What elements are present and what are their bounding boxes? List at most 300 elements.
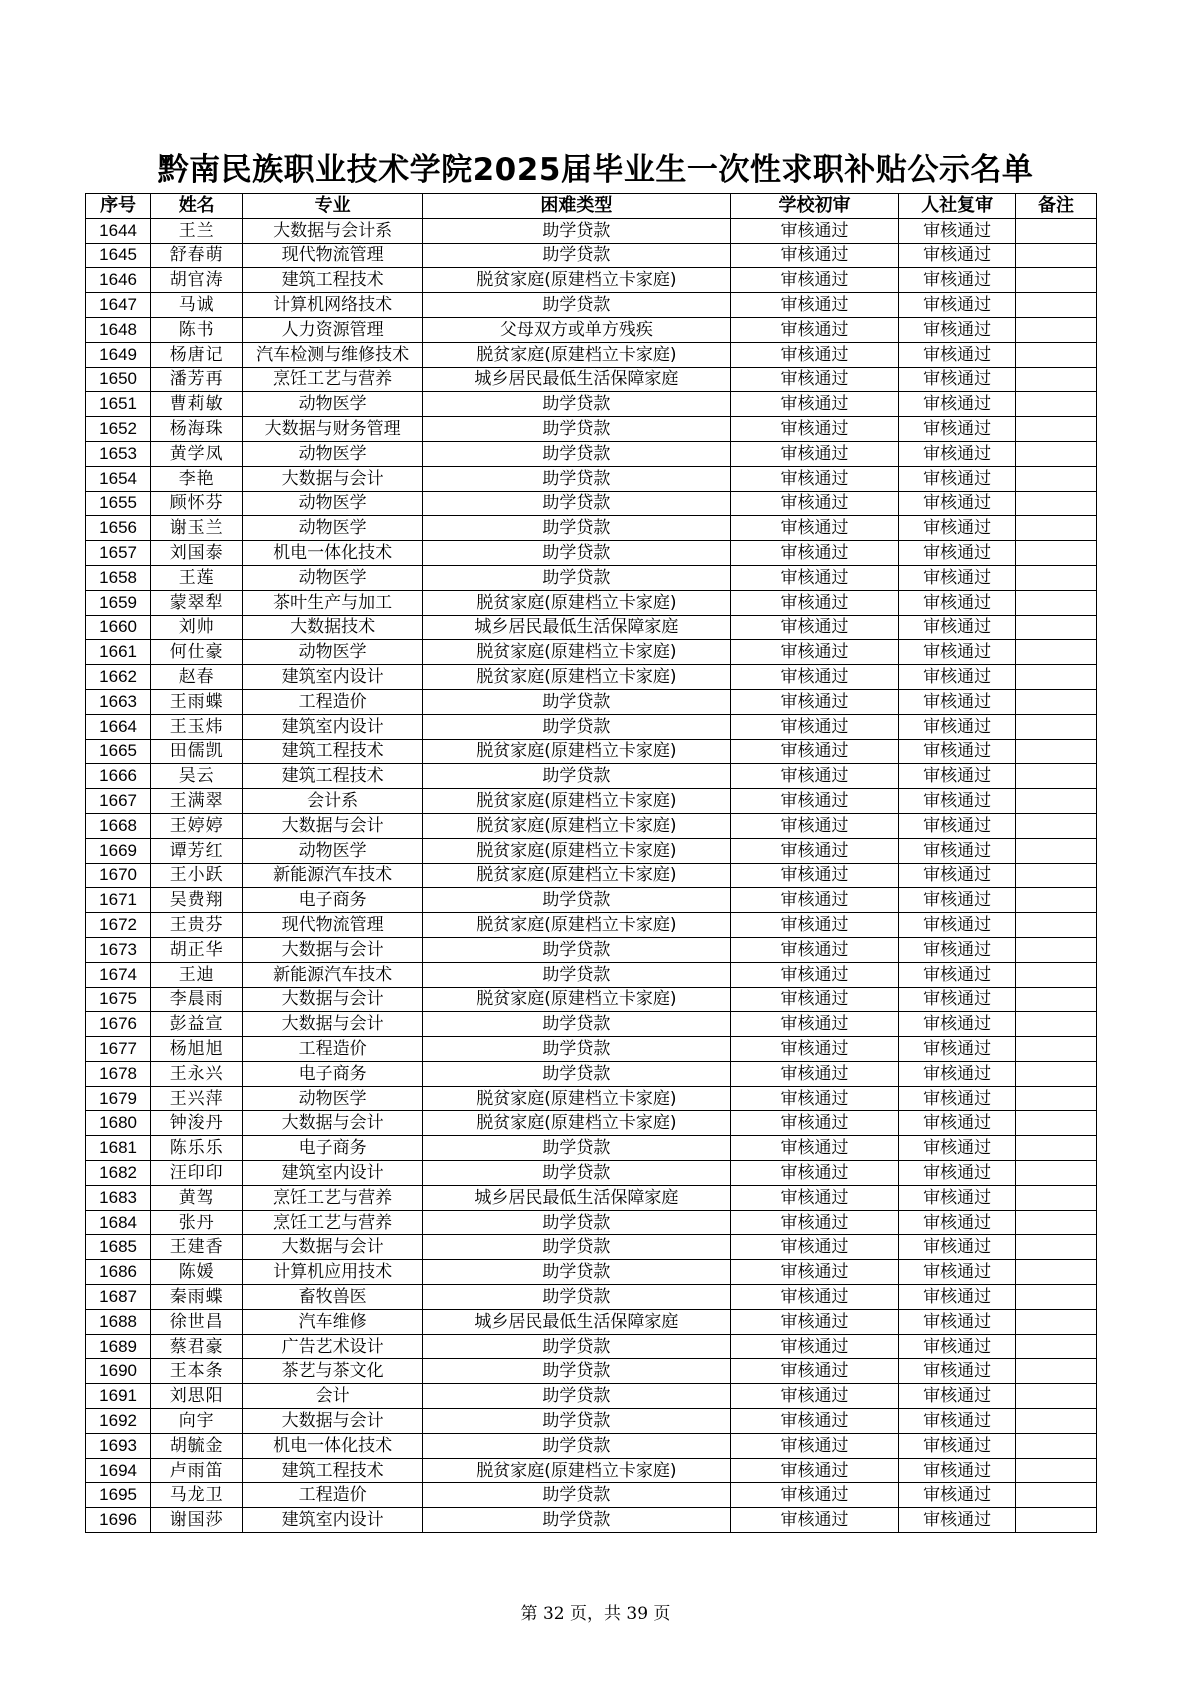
cell-index: 1661 <box>86 640 151 665</box>
table-row <box>86 764 1097 789</box>
cell-index: 1666 <box>86 764 151 789</box>
cell-remarks <box>1016 1433 1097 1458</box>
cell-hrss-review: 审核通过 <box>899 1334 1016 1359</box>
table-row <box>86 417 1097 442</box>
cell-name: 陈乐乐 <box>151 1136 243 1161</box>
header-hrss-review: 人社复审 <box>899 194 1016 219</box>
cell-name: 王雨蝶 <box>151 689 243 714</box>
cell-index: 1663 <box>86 689 151 714</box>
cell-hrss-review: 审核通过 <box>899 342 1016 367</box>
table-row <box>86 243 1097 268</box>
cell-index: 1680 <box>86 1111 151 1136</box>
cell-name: 谢国莎 <box>151 1508 243 1533</box>
cell-school-review: 审核通过 <box>730 1037 899 1062</box>
cell-remarks <box>1016 764 1097 789</box>
cell-index: 1695 <box>86 1483 151 1508</box>
cell-hrss-review: 审核通过 <box>899 1086 1016 1111</box>
cell-difficulty-type: 助学贷款 <box>422 689 730 714</box>
cell-remarks <box>1016 838 1097 863</box>
table-row <box>86 888 1097 913</box>
table-row <box>86 565 1097 590</box>
header-difficulty-type: 困难类型 <box>422 194 730 219</box>
cell-school-review: 审核通过 <box>730 987 899 1012</box>
cell-school-review: 审核通过 <box>730 913 899 938</box>
cell-name: 蔡君豪 <box>151 1334 243 1359</box>
cell-name: 徐世昌 <box>151 1309 243 1334</box>
cell-major: 畜牧兽医 <box>243 1285 423 1310</box>
cell-major: 烹饪工艺与营养 <box>243 1210 423 1235</box>
cell-index: 1664 <box>86 714 151 739</box>
cell-index: 1672 <box>86 913 151 938</box>
cell-index: 1646 <box>86 268 151 293</box>
cell-school-review: 审核通过 <box>730 1086 899 1111</box>
cell-name: 王玉炜 <box>151 714 243 739</box>
cell-school-review: 审核通过 <box>730 441 899 466</box>
cell-hrss-review: 审核通过 <box>899 1161 1016 1186</box>
table-row <box>86 913 1097 938</box>
cell-index: 1656 <box>86 516 151 541</box>
cell-school-review: 审核通过 <box>730 392 899 417</box>
cell-name: 赵春 <box>151 665 243 690</box>
cell-difficulty-type: 助学贷款 <box>422 1235 730 1260</box>
cell-difficulty-type: 助学贷款 <box>422 1433 730 1458</box>
cell-difficulty-type: 城乡居民最低生活保障家庭 <box>422 615 730 640</box>
cell-difficulty-type: 助学贷款 <box>422 1359 730 1384</box>
table-row <box>86 1012 1097 1037</box>
cell-major: 机电一体化技术 <box>243 541 423 566</box>
cell-index: 1693 <box>86 1433 151 1458</box>
cell-hrss-review: 审核通过 <box>899 392 1016 417</box>
cell-difficulty-type: 脱贫家庭(原建档立卡家庭) <box>422 739 730 764</box>
cell-school-review: 审核通过 <box>730 243 899 268</box>
cell-major: 大数据与会计 <box>243 813 423 838</box>
cell-school-review: 审核通过 <box>730 714 899 739</box>
cell-major: 大数据与会计 <box>243 1409 423 1434</box>
cell-name: 王兴萍 <box>151 1086 243 1111</box>
cell-hrss-review: 审核通过 <box>899 466 1016 491</box>
table-row <box>86 615 1097 640</box>
cell-major: 会计系 <box>243 789 423 814</box>
cell-major: 大数据与会计 <box>243 987 423 1012</box>
cell-school-review: 审核通过 <box>730 590 899 615</box>
cell-major: 电子商务 <box>243 1061 423 1086</box>
cell-name: 李晨雨 <box>151 987 243 1012</box>
cell-difficulty-type: 助学贷款 <box>422 1285 730 1310</box>
cell-remarks <box>1016 789 1097 814</box>
cell-index: 1658 <box>86 565 151 590</box>
cell-index: 1657 <box>86 541 151 566</box>
cell-school-review: 审核通过 <box>730 516 899 541</box>
cell-name: 陈书 <box>151 317 243 342</box>
cell-remarks <box>1016 491 1097 516</box>
cell-school-review: 审核通过 <box>730 293 899 318</box>
cell-index: 1659 <box>86 590 151 615</box>
header-major: 专业 <box>243 194 423 219</box>
cell-difficulty-type: 助学贷款 <box>422 962 730 987</box>
cell-major: 烹饪工艺与营养 <box>243 367 423 392</box>
cell-hrss-review: 审核通过 <box>899 1483 1016 1508</box>
cell-name: 王本条 <box>151 1359 243 1384</box>
cell-difficulty-type: 助学贷款 <box>422 1260 730 1285</box>
table-row <box>86 293 1097 318</box>
table-row <box>86 218 1097 243</box>
cell-difficulty-type: 助学贷款 <box>422 491 730 516</box>
cell-remarks <box>1016 367 1097 392</box>
cell-name: 马龙卫 <box>151 1483 243 1508</box>
cell-difficulty-type: 助学贷款 <box>422 417 730 442</box>
cell-index: 1669 <box>86 838 151 863</box>
cell-index: 1649 <box>86 342 151 367</box>
cell-school-review: 审核通过 <box>730 615 899 640</box>
cell-index: 1667 <box>86 789 151 814</box>
cell-index: 1651 <box>86 392 151 417</box>
cell-major: 广告艺术设计 <box>243 1334 423 1359</box>
cell-school-review: 审核通过 <box>730 1458 899 1483</box>
cell-difficulty-type: 父母双方或单方残疾 <box>422 317 730 342</box>
cell-major: 建筑室内设计 <box>243 714 423 739</box>
cell-index: 1645 <box>86 243 151 268</box>
cell-major: 茶叶生产与加工 <box>243 590 423 615</box>
cell-major: 大数据技术 <box>243 615 423 640</box>
cell-name: 舒春萌 <box>151 243 243 268</box>
table-row <box>86 739 1097 764</box>
cell-major: 动物医学 <box>243 441 423 466</box>
cell-school-review: 审核通过 <box>730 838 899 863</box>
cell-major: 大数据与会计系 <box>243 218 423 243</box>
cell-name: 杨唐记 <box>151 342 243 367</box>
cell-remarks <box>1016 863 1097 888</box>
cell-school-review: 审核通过 <box>730 764 899 789</box>
cell-remarks <box>1016 317 1097 342</box>
cell-school-review: 审核通过 <box>730 665 899 690</box>
table-row <box>86 1260 1097 1285</box>
header-name: 姓名 <box>151 194 243 219</box>
table-row <box>86 665 1097 690</box>
cell-school-review: 审核通过 <box>730 268 899 293</box>
table-row <box>86 1458 1097 1483</box>
cell-difficulty-type: 脱贫家庭(原建档立卡家庭) <box>422 1086 730 1111</box>
table-row <box>86 1483 1097 1508</box>
table-row <box>86 1061 1097 1086</box>
page-title: 黔南民族职业技术学院2025届毕业生一次性求职补贴公示名单 <box>157 152 1034 188</box>
cell-difficulty-type: 助学贷款 <box>422 1334 730 1359</box>
table-row <box>86 441 1097 466</box>
cell-hrss-review: 审核通过 <box>899 888 1016 913</box>
cell-hrss-review: 审核通过 <box>899 863 1016 888</box>
cell-name: 向宇 <box>151 1409 243 1434</box>
cell-hrss-review: 审核通过 <box>899 764 1016 789</box>
cell-name: 秦雨蝶 <box>151 1285 243 1310</box>
cell-difficulty-type: 助学贷款 <box>422 1061 730 1086</box>
cell-name: 胡官涛 <box>151 268 243 293</box>
cell-school-review: 审核通过 <box>730 689 899 714</box>
cell-school-review: 审核通过 <box>730 888 899 913</box>
table-row <box>86 541 1097 566</box>
cell-major: 计算机应用技术 <box>243 1260 423 1285</box>
cell-hrss-review: 审核通过 <box>899 1210 1016 1235</box>
cell-remarks <box>1016 293 1097 318</box>
cell-difficulty-type: 脱贫家庭(原建档立卡家庭) <box>422 913 730 938</box>
table-row <box>86 1037 1097 1062</box>
cell-remarks <box>1016 1061 1097 1086</box>
cell-hrss-review: 审核通过 <box>899 367 1016 392</box>
cell-major: 人力资源管理 <box>243 317 423 342</box>
cell-major: 电子商务 <box>243 1136 423 1161</box>
cell-name: 刘思阳 <box>151 1384 243 1409</box>
cell-index: 1654 <box>86 466 151 491</box>
cell-index: 1691 <box>86 1384 151 1409</box>
cell-major: 工程造价 <box>243 689 423 714</box>
cell-name: 王婷婷 <box>151 813 243 838</box>
cell-major: 电子商务 <box>243 888 423 913</box>
cell-remarks <box>1016 1409 1097 1434</box>
cell-name: 王永兴 <box>151 1061 243 1086</box>
cell-school-review: 审核通过 <box>730 1433 899 1458</box>
cell-school-review: 审核通过 <box>730 640 899 665</box>
cell-school-review: 审核通过 <box>730 813 899 838</box>
cell-index: 1678 <box>86 1061 151 1086</box>
cell-remarks <box>1016 1508 1097 1533</box>
cell-remarks <box>1016 615 1097 640</box>
cell-difficulty-type: 脱贫家庭(原建档立卡家庭) <box>422 838 730 863</box>
cell-remarks <box>1016 1309 1097 1334</box>
cell-school-review: 审核通过 <box>730 1334 899 1359</box>
cell-difficulty-type: 脱贫家庭(原建档立卡家庭) <box>422 268 730 293</box>
cell-index: 1671 <box>86 888 151 913</box>
cell-index: 1684 <box>86 1210 151 1235</box>
cell-remarks <box>1016 541 1097 566</box>
cell-difficulty-type: 助学贷款 <box>422 1384 730 1409</box>
cell-hrss-review: 审核通过 <box>899 789 1016 814</box>
cell-remarks <box>1016 813 1097 838</box>
cell-school-review: 审核通过 <box>730 1161 899 1186</box>
cell-hrss-review: 审核通过 <box>899 1235 1016 1260</box>
cell-major: 大数据与会计 <box>243 466 423 491</box>
cell-major: 大数据与会计 <box>243 1111 423 1136</box>
cell-major: 工程造价 <box>243 1037 423 1062</box>
cell-difficulty-type: 助学贷款 <box>422 764 730 789</box>
cell-hrss-review: 审核通过 <box>899 1111 1016 1136</box>
cell-remarks <box>1016 565 1097 590</box>
cell-hrss-review: 审核通过 <box>899 962 1016 987</box>
cell-index: 1647 <box>86 293 151 318</box>
cell-remarks <box>1016 1185 1097 1210</box>
cell-school-review: 审核通过 <box>730 1260 899 1285</box>
subsidy-table <box>85 193 1097 1533</box>
cell-name: 谭芳红 <box>151 838 243 863</box>
cell-major: 茶艺与茶文化 <box>243 1359 423 1384</box>
cell-difficulty-type: 城乡居民最低生活保障家庭 <box>422 1309 730 1334</box>
cell-major: 新能源汽车技术 <box>243 863 423 888</box>
cell-hrss-review: 审核通过 <box>899 1508 1016 1533</box>
cell-school-review: 审核通过 <box>730 417 899 442</box>
cell-school-review: 审核通过 <box>730 1210 899 1235</box>
cell-index: 1675 <box>86 987 151 1012</box>
cell-name: 胡毓金 <box>151 1433 243 1458</box>
cell-school-review: 审核通过 <box>730 1136 899 1161</box>
cell-remarks <box>1016 417 1097 442</box>
cell-name: 黄学凤 <box>151 441 243 466</box>
cell-school-review: 审核通过 <box>730 317 899 342</box>
cell-difficulty-type: 助学贷款 <box>422 1483 730 1508</box>
cell-school-review: 审核通过 <box>730 962 899 987</box>
cell-remarks <box>1016 1384 1097 1409</box>
cell-difficulty-type: 助学贷款 <box>422 1012 730 1037</box>
cell-index: 1662 <box>86 665 151 690</box>
cell-index: 1668 <box>86 813 151 838</box>
header-school-review: 学校初审 <box>730 194 899 219</box>
cell-index: 1683 <box>86 1185 151 1210</box>
cell-name: 何仕豪 <box>151 640 243 665</box>
cell-difficulty-type: 城乡居民最低生活保障家庭 <box>422 1185 730 1210</box>
cell-index: 1673 <box>86 937 151 962</box>
cell-index: 1655 <box>86 491 151 516</box>
cell-name: 张丹 <box>151 1210 243 1235</box>
cell-remarks <box>1016 392 1097 417</box>
cell-difficulty-type: 脱贫家庭(原建档立卡家庭) <box>422 863 730 888</box>
table-row <box>86 1086 1097 1111</box>
cell-name: 王满翠 <box>151 789 243 814</box>
cell-hrss-review: 审核通过 <box>899 491 1016 516</box>
table-row <box>86 1235 1097 1260</box>
table-row <box>86 1210 1097 1235</box>
table-row <box>86 689 1097 714</box>
cell-difficulty-type: 脱贫家庭(原建档立卡家庭) <box>422 987 730 1012</box>
cell-name: 刘帅 <box>151 615 243 640</box>
cell-hrss-review: 审核通过 <box>899 441 1016 466</box>
cell-name: 王建香 <box>151 1235 243 1260</box>
cell-hrss-review: 审核通过 <box>899 913 1016 938</box>
cell-remarks <box>1016 342 1097 367</box>
cell-remarks <box>1016 962 1097 987</box>
cell-remarks <box>1016 689 1097 714</box>
cell-hrss-review: 审核通过 <box>899 565 1016 590</box>
cell-hrss-review: 审核通过 <box>899 615 1016 640</box>
cell-hrss-review: 审核通过 <box>899 987 1016 1012</box>
cell-index: 1644 <box>86 218 151 243</box>
cell-name: 谢玉兰 <box>151 516 243 541</box>
cell-major: 汽车维修 <box>243 1309 423 1334</box>
cell-hrss-review: 审核通过 <box>899 590 1016 615</box>
cell-difficulty-type: 脱贫家庭(原建档立卡家庭) <box>422 640 730 665</box>
cell-index: 1665 <box>86 739 151 764</box>
cell-hrss-review: 审核通过 <box>899 1260 1016 1285</box>
cell-school-review: 审核通过 <box>730 541 899 566</box>
cell-index: 1648 <box>86 317 151 342</box>
cell-remarks <box>1016 268 1097 293</box>
cell-hrss-review: 审核通过 <box>899 1359 1016 1384</box>
cell-school-review: 审核通过 <box>730 1061 899 1086</box>
table-row <box>86 813 1097 838</box>
cell-difficulty-type: 助学贷款 <box>422 516 730 541</box>
cell-school-review: 审核通过 <box>730 1235 899 1260</box>
cell-name: 汪印印 <box>151 1161 243 1186</box>
cell-name: 曹莉敏 <box>151 392 243 417</box>
cell-remarks <box>1016 1235 1097 1260</box>
cell-major: 建筑工程技术 <box>243 764 423 789</box>
cell-index: 1676 <box>86 1012 151 1037</box>
cell-remarks <box>1016 1210 1097 1235</box>
cell-school-review: 审核通过 <box>730 1384 899 1409</box>
cell-hrss-review: 审核通过 <box>899 1012 1016 1037</box>
cell-major: 建筑工程技术 <box>243 1458 423 1483</box>
cell-major: 建筑工程技术 <box>243 268 423 293</box>
table-row <box>86 937 1097 962</box>
cell-remarks <box>1016 1458 1097 1483</box>
cell-remarks <box>1016 739 1097 764</box>
cell-remarks <box>1016 590 1097 615</box>
cell-name: 彭益宣 <box>151 1012 243 1037</box>
cell-index: 1689 <box>86 1334 151 1359</box>
cell-remarks <box>1016 466 1097 491</box>
cell-hrss-review: 审核通过 <box>899 1185 1016 1210</box>
cell-difficulty-type: 助学贷款 <box>422 441 730 466</box>
cell-major: 计算机网络技术 <box>243 293 423 318</box>
cell-major: 烹饪工艺与营养 <box>243 1185 423 1210</box>
table-body <box>86 218 1097 1532</box>
cell-difficulty-type: 脱贫家庭(原建档立卡家庭) <box>422 665 730 690</box>
cell-difficulty-type: 助学贷款 <box>422 565 730 590</box>
cell-major: 动物医学 <box>243 565 423 590</box>
table-row <box>86 640 1097 665</box>
cell-major: 大数据与会计 <box>243 937 423 962</box>
table-row <box>86 714 1097 739</box>
cell-difficulty-type: 脱贫家庭(原建档立卡家庭) <box>422 789 730 814</box>
table-row <box>86 1111 1097 1136</box>
cell-school-review: 审核通过 <box>730 491 899 516</box>
cell-school-review: 审核通过 <box>730 1111 899 1136</box>
cell-difficulty-type: 助学贷款 <box>422 1210 730 1235</box>
cell-major: 建筑室内设计 <box>243 1161 423 1186</box>
cell-index: 1696 <box>86 1508 151 1533</box>
cell-name: 潘芳再 <box>151 367 243 392</box>
cell-name: 马诚 <box>151 293 243 318</box>
cell-index: 1692 <box>86 1409 151 1434</box>
cell-school-review: 审核通过 <box>730 739 899 764</box>
header-index: 序号 <box>86 194 151 219</box>
table-row <box>86 516 1097 541</box>
cell-remarks <box>1016 987 1097 1012</box>
cell-difficulty-type: 助学贷款 <box>422 937 730 962</box>
table-row <box>86 317 1097 342</box>
cell-major: 大数据与会计 <box>243 1012 423 1037</box>
cell-hrss-review: 审核通过 <box>899 1309 1016 1334</box>
table-row <box>86 268 1097 293</box>
cell-name: 杨旭旭 <box>151 1037 243 1062</box>
table-row <box>86 1309 1097 1334</box>
cell-hrss-review: 审核通过 <box>899 1433 1016 1458</box>
cell-difficulty-type: 助学贷款 <box>422 243 730 268</box>
cell-major: 汽车检测与维修技术 <box>243 342 423 367</box>
cell-difficulty-type: 脱贫家庭(原建档立卡家庭) <box>422 1111 730 1136</box>
cell-index: 1686 <box>86 1260 151 1285</box>
cell-major: 工程造价 <box>243 1483 423 1508</box>
cell-school-review: 审核通过 <box>730 1483 899 1508</box>
cell-school-review: 审核通过 <box>730 1359 899 1384</box>
cell-hrss-review: 审核通过 <box>899 243 1016 268</box>
cell-name: 田儒凯 <box>151 739 243 764</box>
cell-hrss-review: 审核通过 <box>899 1458 1016 1483</box>
table-row <box>86 466 1097 491</box>
cell-hrss-review: 审核通过 <box>899 1037 1016 1062</box>
cell-hrss-review: 审核通过 <box>899 838 1016 863</box>
header-remarks: 备注 <box>1016 194 1097 219</box>
cell-major: 新能源汽车技术 <box>243 962 423 987</box>
cell-difficulty-type: 助学贷款 <box>422 218 730 243</box>
cell-name: 蒙翠犁 <box>151 590 243 615</box>
cell-name: 吴云 <box>151 764 243 789</box>
cell-remarks <box>1016 243 1097 268</box>
